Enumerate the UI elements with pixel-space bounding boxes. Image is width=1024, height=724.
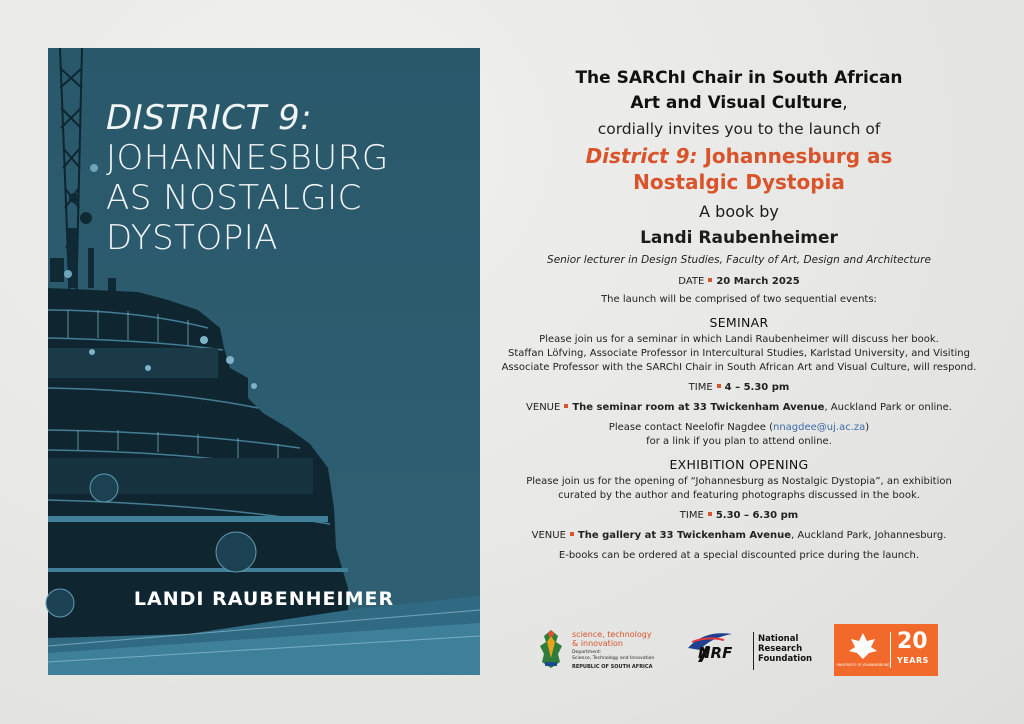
nrf-name (758, 634, 812, 664)
bullet-square (717, 384, 721, 388)
nrf-abbr: NRF (698, 644, 733, 662)
uj-logo (834, 624, 938, 676)
exhibition-heading: EXHIBITION OPENING (669, 457, 809, 472)
cover-title-line4: DYSTOPIA (106, 218, 278, 258)
organizer-comma: , (842, 93, 848, 113)
dsti-dept1: Department: (572, 650, 602, 655)
organizer-line2: Art and Visual Culture (630, 93, 843, 113)
dsti-department (572, 650, 654, 661)
exhibition-desc-line1: Please join us for the opening of “Johannesburg as Nostalgic Dystopia”, an exhibition (526, 476, 952, 487)
seminar-desc-line3: Associate Professor with the SARChI Chair in South African Art and Visual Culture, will respond. (501, 362, 977, 373)
sponsor-logos (536, 622, 946, 678)
seminar-time-value: 4 – 5.30 pm (724, 382, 790, 393)
uj-crest-icon (836, 629, 890, 671)
seminar-venue (496, 401, 982, 415)
bullet-square (708, 512, 712, 516)
exhibition-description (496, 475, 982, 503)
book-title-italic: District 9: (585, 144, 698, 168)
cover-title-line1: DISTRICT 9: (106, 98, 313, 138)
seminar-venue-label: VENUE (526, 402, 561, 413)
seminar-description (496, 333, 982, 375)
bullet-square (564, 404, 568, 408)
seminar-venue-value: The seminar room at 33 Twickenham Avenue (572, 402, 825, 413)
divider (890, 632, 891, 668)
exhibition-time-label: TIME (679, 510, 704, 521)
book-title (496, 143, 982, 195)
contact-post: ) (865, 422, 870, 433)
bullet-square (570, 532, 574, 536)
organizer (496, 66, 982, 116)
exhibition-desc-line2: curated by the author and featuring photographs discussed in the book. (558, 490, 920, 501)
exhibition-venue-rest: , Auckland Park, Johannesburg. (791, 530, 947, 541)
bullet-square (708, 278, 712, 282)
nrf-line2: Research (758, 644, 803, 654)
exhibition-time-value: 5.30 – 6.30 pm (715, 510, 799, 521)
exhibition-venue (496, 529, 982, 543)
author-role: Senior lecturer in Design Studies, Faculty of Art, Design and Architecture (547, 254, 931, 266)
date-label: DATE (678, 276, 705, 287)
contact-pre: Please contact Neelofir Nagdee ( (608, 422, 773, 433)
cover-author: LANDI RAUBENHEIMER (133, 588, 395, 610)
launch-note: The launch will be comprised of two sequential events: (601, 294, 877, 305)
dsti-logo (536, 628, 671, 672)
dsti-line1: science, technology (572, 630, 652, 639)
exhibition-time (496, 509, 982, 523)
nrf-line3: Foundation (758, 654, 813, 664)
nrf-logo (684, 626, 814, 674)
book-title-rest: Johannesburg as (697, 144, 893, 168)
coat-of-arms-icon (536, 628, 566, 670)
exhibition-venue-value: The gallery at 33 Twickenham Avenue (577, 530, 792, 541)
dsti-country: REPUBLIC OF SOUTH AFRICA (572, 664, 653, 670)
ebooks-note: E-books can be ordered at a special discounted price during the launch. (558, 550, 920, 561)
cover-title-line3: AS NOSTALGIC (106, 178, 362, 218)
uj-twenty: 20 (897, 629, 928, 654)
seminar-desc-line2: Staffan Löfving, Associate Professor in Intercultural Studies, Karlstad University, and Visiting (508, 348, 970, 359)
uj-name: UNIVERSITY OF JOHANNESBURG (836, 663, 890, 667)
organizer-line1: The SARChI Chair in South African (575, 68, 903, 88)
divider (753, 632, 754, 670)
invitation (496, 66, 982, 563)
dsti-line2: & innovation (572, 639, 623, 648)
seminar-time-label: TIME (688, 382, 713, 393)
seminar-contact (496, 421, 982, 449)
dsti-tagline (572, 630, 652, 648)
contact-line2: for a link if you plan to attend online. (646, 436, 832, 447)
seminar-heading: SEMINAR (709, 315, 769, 330)
book-cover (48, 48, 480, 675)
date-line (496, 275, 982, 289)
date-value: 20 March 2025 (716, 276, 800, 287)
nrf-line1: National (758, 634, 799, 644)
exhibition-venue-label: VENUE (531, 530, 566, 541)
invites-text: cordially invites you to the launch of (597, 120, 881, 138)
cover-title (106, 98, 476, 258)
contact-email-link[interactable]: nnagdee@uj.ac.za (773, 422, 866, 433)
seminar-time (496, 381, 982, 395)
a-book-by: A book by (699, 202, 779, 221)
seminar-venue-rest: , Auckland Park or online. (824, 402, 952, 413)
author-name: Landi Raubenheimer (640, 228, 838, 248)
uj-years: YEARS (897, 656, 929, 665)
cover-title-line2: JOHANNESBURG (106, 138, 389, 178)
book-title-line2: Nostalgic Dystopia (633, 170, 845, 194)
dsti-dept2: Science, Technology and Innovation (572, 655, 655, 661)
seminar-desc-line1: Please join us for a seminar in which Landi Raubenheimer will discuss her book. (539, 334, 939, 345)
